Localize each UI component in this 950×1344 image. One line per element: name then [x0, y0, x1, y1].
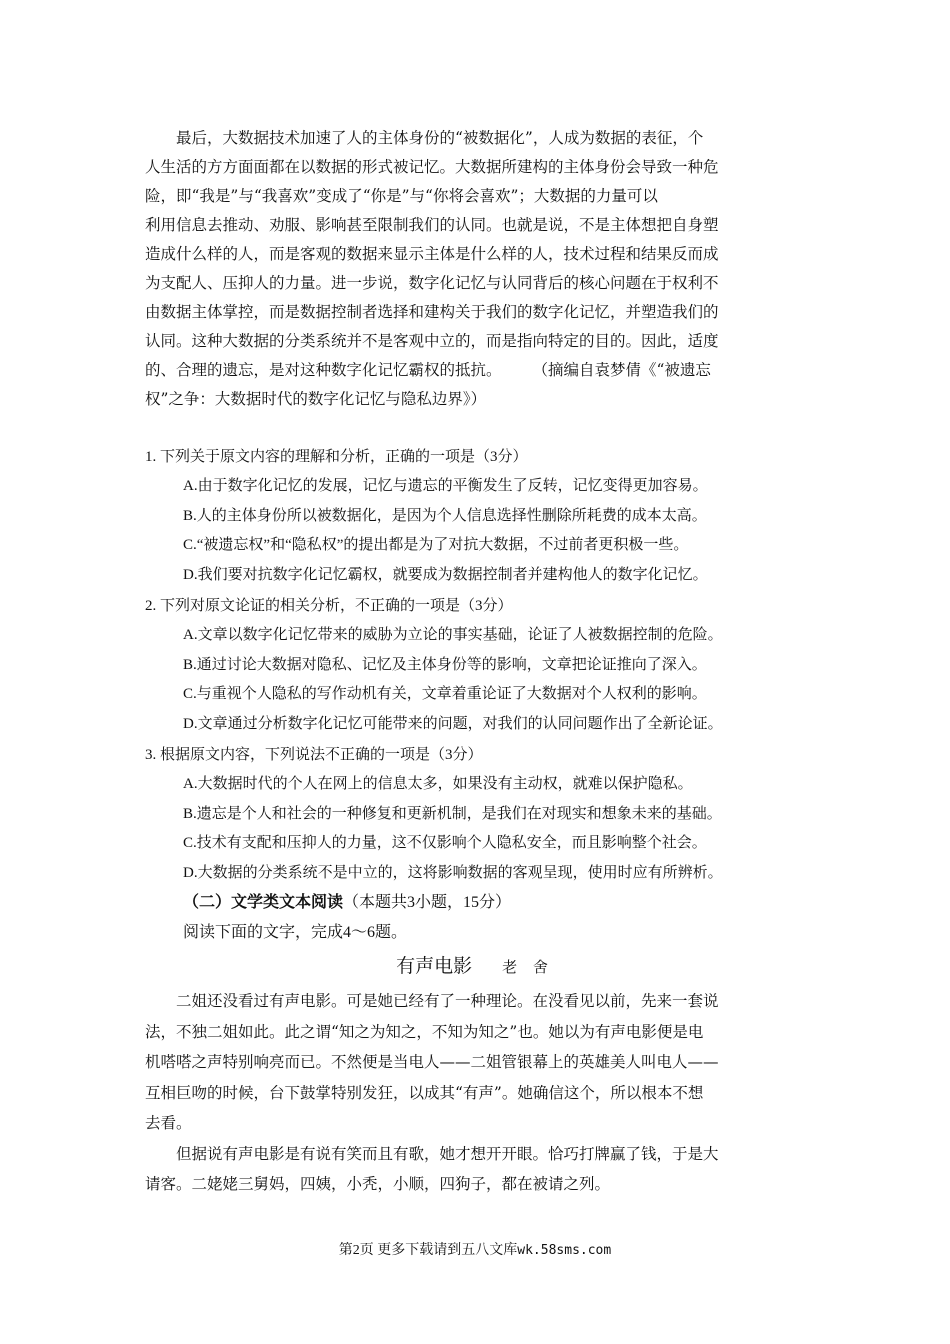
story-line: 机嗒嗒之声特别响亮而已。不然便是当电人——二姐管银幕上的英雄美人叫电人——	[145, 1053, 719, 1071]
passage-line: 由数据主体掌控，而是数据控制者选择和建构关于我们的数字化记忆，并塑造我们的	[145, 303, 719, 321]
story-line: 法，不独二姐如此。此之谓“知之为知之，不知为知之”也。她以为有声电影便是电	[145, 1022, 704, 1041]
question-3	[145, 740, 815, 888]
story-title-row	[0, 952, 950, 983]
story-line: 二姐还没看过有声电影。可是她已经有了一种理论。在没看见以前，先来一套说	[145, 992, 719, 1010]
option-c: C.与重视个人隐私的写作动机有关，文章着重论证了大数据对个人权利的影响。	[183, 686, 707, 703]
question-stem: 3. 根据原文内容，下列说法不正确的一项是（3分）	[145, 747, 483, 763]
passage-line: 造成什么样的人，而是客观的数据来显示主体是什么样的人，技术过程和结果反而成	[145, 245, 719, 263]
option-b: B.人的主体身份所以被数据化，是因为个人信息选择性删除所耗费的成本太高。	[183, 507, 707, 524]
passage-line: 的、合理的遗忘，是对这种数字化记忆霸权的抵抗。 （摘编自袁梦倩《“被遗忘	[145, 361, 711, 379]
question-2	[145, 591, 815, 739]
passage-line: 险，即“我是”与“我喜欢”变成了“你是”与“你将会喜欢”；大数据的力量可以	[145, 187, 658, 205]
footer-text: 第2页 更多下载请到五八文库	[338, 1243, 518, 1258]
option-d: D.文章通过分析数字化记忆可能带来的问题，对我们的认同问题作出了全新论证。	[183, 715, 723, 732]
passage-line: 人生活的方方面面都在以数据的形式被记忆。大数据所建构的主体身份会导致一种危	[145, 158, 719, 176]
option-c: C.技术有支配和压抑人的力量，这不仅影响个人隐私安全，而且影响整个社会。	[183, 835, 707, 852]
story-line: 请客。二姥姥三舅妈，四姨，小秃，小顺，四狗子，都在被请之列。	[145, 1175, 611, 1193]
section-note: （本题共3小题，15分）	[343, 894, 512, 911]
option-d: D.我们要对抗数字化记忆霸权，就要成为数据控制者并建构他人的数字化记忆。	[183, 566, 708, 583]
question-stem: 1. 下列关于原文内容的理解和分析，正确的一项是（3分）	[145, 449, 528, 465]
footer-site-link[interactable]: wk.58sms.com	[517, 1243, 612, 1258]
passage-line: 最后，大数据技术加速了人的主体身份的“被数据化”，人成为数据的表征，个	[145, 129, 704, 147]
page-footer	[0, 1240, 950, 1262]
story-title: 有声电影	[396, 956, 473, 977]
option-a: A.由于数字化记忆的发展，记忆与遗忘的平衡发生了反转，记忆变得更加容易。	[183, 478, 708, 494]
option-a: A.文章以数字化记忆带来的威胁为立论的事实基础，论证了人被数据控制的危险。	[183, 627, 723, 643]
passage-line: 认同。这种大数据的分类系统并不是客观中立的，而是指向特定的目的。因此，适度	[145, 332, 719, 350]
passage-line: 利用信息去推动、劝服、影响甚至限制我们的认同。也就是说，不是主体想把自身塑	[145, 216, 719, 234]
section-heading: （二）文学类文本阅读	[183, 894, 344, 911]
section-heading-row	[183, 888, 511, 918]
question-stem: 2. 下列对原文论证的相关分析，不正确的一项是（3分）	[145, 598, 513, 614]
option-d: D.大数据的分类系统不是中立的，这将影响数据的客观呈现，使用时应有所辨析。	[183, 864, 723, 881]
option-b: B.通过讨论大数据对隐私、记忆及主体身份等的影响，文章把论证推向了深入。	[183, 656, 707, 673]
story-line: 互相巨吻的时候，台下鼓掌特别发狂，以成其“有声”。她确信这个，所以根本不想	[145, 1083, 704, 1102]
passage-line: 权”之争：大数据时代的数字化记忆与隐私边界》）	[145, 390, 487, 408]
option-b: B.遗忘是个人和社会的一种修复和更新机制，是我们在对现实和想象未来的基础。	[183, 805, 722, 822]
story-line: 但据说有声电影是有说有笑而且有歌，她才想开开眼。恰巧打牌赢了钱，于是大	[145, 1144, 719, 1163]
story-line: 去看。	[145, 1114, 192, 1132]
passage-paragraph	[145, 124, 805, 414]
option-a: A.大数据时代的个人在网上的信息太多，如果没有主动权，就难以保护隐私。	[183, 776, 693, 792]
story-author: 老 舍	[502, 960, 554, 976]
option-c: C.“被遗忘权”和“隐私权”的提出都是为了对抗大数据，不过前者更积极一些。	[183, 537, 689, 554]
question-1	[145, 442, 815, 590]
passage-line: 为支配人、压抑人的力量。进一步说，数字化记忆与认同背后的核心问题在于权利不	[145, 274, 719, 292]
story-paragraphs	[145, 986, 805, 1200]
section-instruction: 阅读下面的文字，完成4～6题。	[183, 924, 408, 941]
